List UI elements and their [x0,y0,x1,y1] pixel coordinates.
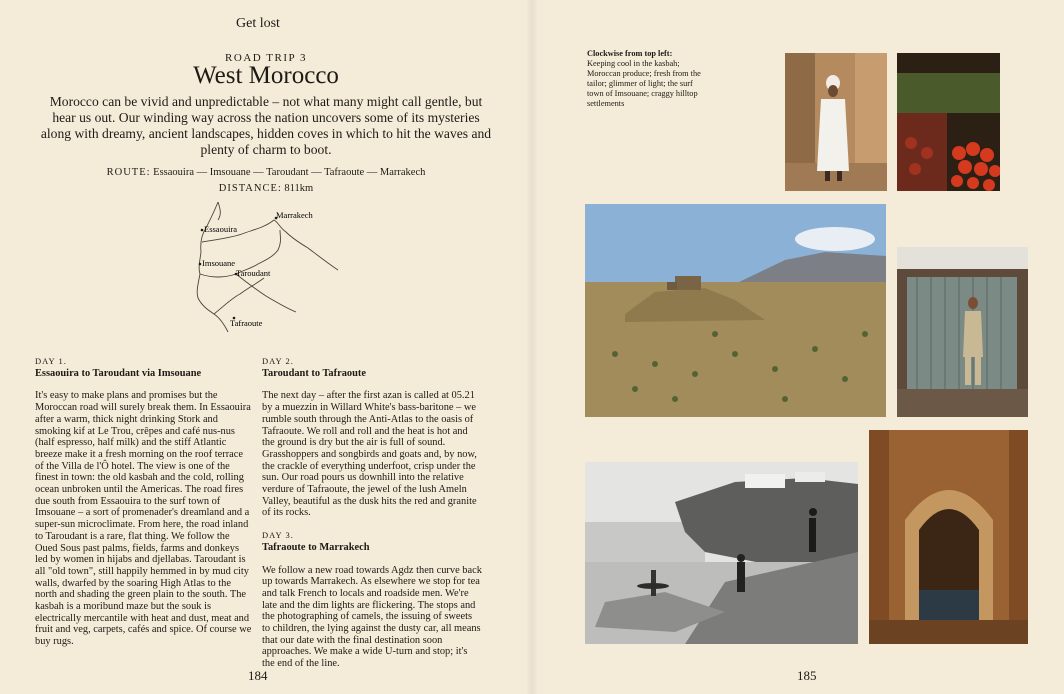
day-3-title: Tafraoute to Marrakech [262,541,370,553]
photo-surf-town [585,462,858,644]
article-intro: Morocco can be vivid and unpredictable – not what many might call gentle, but hear us out. Our winding way across the nation uncovers some of its mysteries along with dreamy, ancient landscapes, hidden coves in which to hit the waves and plenty of charm to boot. [40,94,492,157]
photo-hilltop-landscape [585,204,886,417]
article-title: West Morocco [193,62,339,89]
caption-body: Keeping cool in the kasbah; Moroccan produce; fresh from the tailor; glimmer of light; the surf town of Imsouane; craggy hilltop settlements [587,59,701,108]
photo-tailor [897,247,1028,417]
day-1-label: DAY 1. [35,356,67,366]
text-column-1 [35,356,253,659]
route-label: ROUTE: [106,167,151,178]
distance-line [0,183,532,194]
map-label-essaouira: Essaouira [204,224,238,234]
day-2-label: DAY 2. [262,356,294,366]
photo-produce [897,53,1000,191]
photo-kasbah-man [785,53,887,191]
page-number-right: 185 [797,668,817,683]
day-1-text: It's easy to make plans and promises but the Moroccan road will surely break them. In Essaouira after a warm, thick night drinking Stork and smoking kif at Le Trou, crêpes and café nus-nus (half espresso, half milk) and the stiff Atlantic breeze make it a fresh morning on the roof terrace of the Villa de l'Ô hotel. The view is one of the finest in town: the old kasbah and the cold, rolling ocean unbroken until the Americas. The road fires due south from Essaouira to the surf town of Imsouane – a sort of promenader's dreamland and a super-sun microclimate. From here, the road inland to Taroudant is a rare, flat thing. We follow the Oued Sous past palms, fields, farms and donkeys led by women in hijabs and djellabas. Taroudant is all "old town", still happily hemmed in by mud city walls, dwarfed by the soaring High Atlas to the north and shading the green plain to the south. The kasbah is a moribund maze but the souk is electrically mercantile with heat and dust, meat and fruit and veg, carpets, cafés and spice. Of course we buy rugs. [35,390,252,648]
route-map-drawing [180,198,350,338]
road-trip-kicker: ROAD TRIP 3 [225,52,307,64]
day-3-label: DAY 3. [262,530,294,541]
distance-label: DISTANCE: [218,183,282,194]
day-1-title: Essaouira to Taroudant via Imsouane [35,367,202,379]
route-map [180,198,350,338]
map-label-taroudant: Taroudant [236,268,271,278]
photo-arch-doorway [869,430,1028,644]
page-number-left: 184 [248,668,268,683]
map-label-imsouane: Imsouane [202,258,236,268]
day-2-text: The next day – after the first azan is called at 05.21 by a muezzin in Willard White's bass-baritone – we rumble south through the Anti-Atlas to the oasis of Tafraoute. We roll and roll and the heat is hot and the ground is dry but the air is full of sound. Grasshoppers and songbirds and goats and, by now, the crackle of everything underfoot, crisp under the sun. Our road pours us downhill into the relative verdure of Tafraoute, the jewel of the lush Ameln Valley, beautiful as the dusk hits the red and granite of its rocks. [262,390,477,519]
running-head: Get lost [236,16,280,31]
photo-caption [587,49,707,109]
day-3-text: We follow a new road towards Agdz then curve back up towards Marrakech. As elsewhere we stop for tea and talk French to locals and roadside men. We're late and the dim lights are flickering. The stops and the photographing of camels, the issuing of sweets to children, the lying against the dusty car, all means that our date with the final destination soon approaches. We make a wide U-turn and stop; it's the end of the line. [262,564,482,670]
map-label-tafraoute: Tafraoute [230,318,263,328]
distance-value: 811km [284,183,314,194]
route-value: Essaouira — Imsouane — Taroudant — Tafraoute — Marrakech [153,167,426,178]
route-line [0,167,532,178]
map-label-marrakech: Marrakech [276,210,313,220]
text-column-2 [262,356,482,681]
caption-head: Clockwise from top left: [587,49,673,58]
day-2-title: Taroudant to Tafraoute [262,367,366,379]
